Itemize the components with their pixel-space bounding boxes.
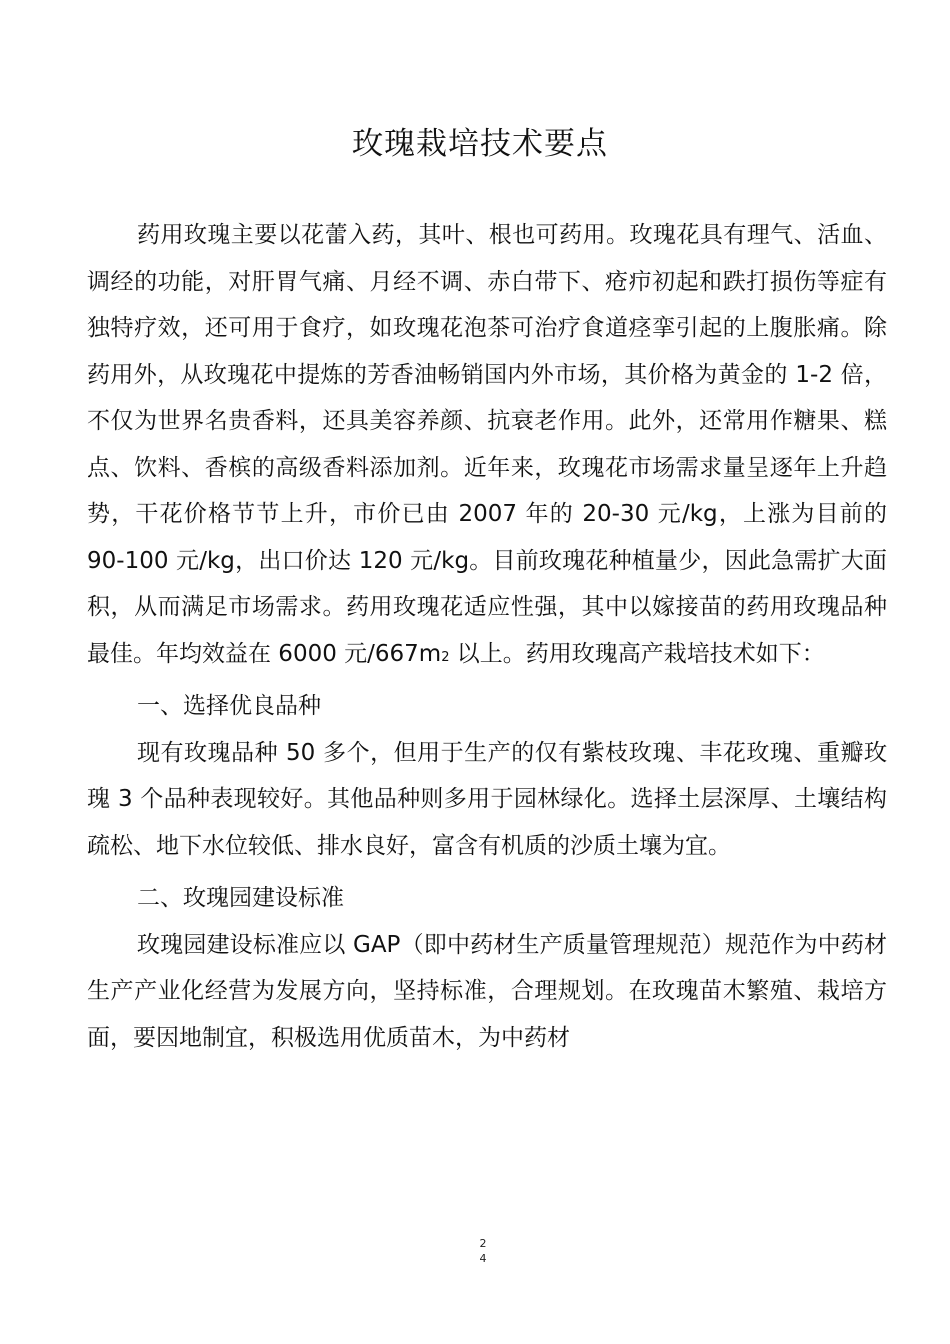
area-unit-superscript: 2 [441,649,450,665]
document-title: 玫瑰栽培技术要点 [352,126,608,162]
section-2-paragraph: 玫瑰园建设标准应以 GAP（即中药材生产质量管理规范）规范作为中药材生产产业化经营为发展方向，坚持标准，合理规划。在玫瑰苗木繁殖、栽培方面，要因地制宜，积极选用优质苗木，为中药材 [87,931,887,1051]
section-1-heading: 一、选择优良品种 [137,693,321,719]
page-number-digit-1: 2 [479,1237,487,1250]
page-number [476,1236,490,1266]
page-number-digit-2: 4 [479,1252,487,1265]
section-1-paragraph: 现有玫瑰品种 50 多个，但用于生产的仅有紫枝玫瑰、丰花玫瑰、重瓣玫瑰 3 个品种表现较好。其他品种则多用于园林绿化。选择土层深厚、土壤结构疏松、地下水位较低、排水良好，富含有机质的沙质土壤为宜。 [87,739,887,859]
document-body [87,212,887,1061]
section-2-heading: 二、玫瑰园建设标准 [137,885,344,911]
intro-paragraph [87,212,887,681]
intro-tail-text: 以上。药用玫瑰高产栽培技术如下： [449,640,825,667]
intro-text: 药用玫瑰主要以花蕾入药，其叶、根也可药用。玫瑰花具有理气、活血、调经的功能，对肝胃气痛、月经不调、赤白带下、疮疖初起和跌打损伤等症有独特疗效，还可用于食疗，如玫瑰花泡茶可治疗食道痉挛引起的上腹胀痛。除药用外，从玫瑰花中提炼的芳香油畅销国内外市场，其价格为黄金的 1-2 倍，不仅为世界名贵香料，还具美容养颜、抗衰老作用。此外，还常用作糖果、糕点、饮料、香槟的高级香料添加剂。近年来，玫瑰花市场需求量呈逐年上升趋势，干花价格节节上升，市价已由 2007 年的 20-30 元/kg，上涨为目前的 90-100 元/kg，出口价达 120 元/kg。目前玫瑰花种植量少，因此急需扩大面积，从而满足市场需求。药用玫瑰花适应性强，其中以嫁接苗的药用玫瑰品种最佳。年均效益在 6000 元/667m [87,222,887,667]
